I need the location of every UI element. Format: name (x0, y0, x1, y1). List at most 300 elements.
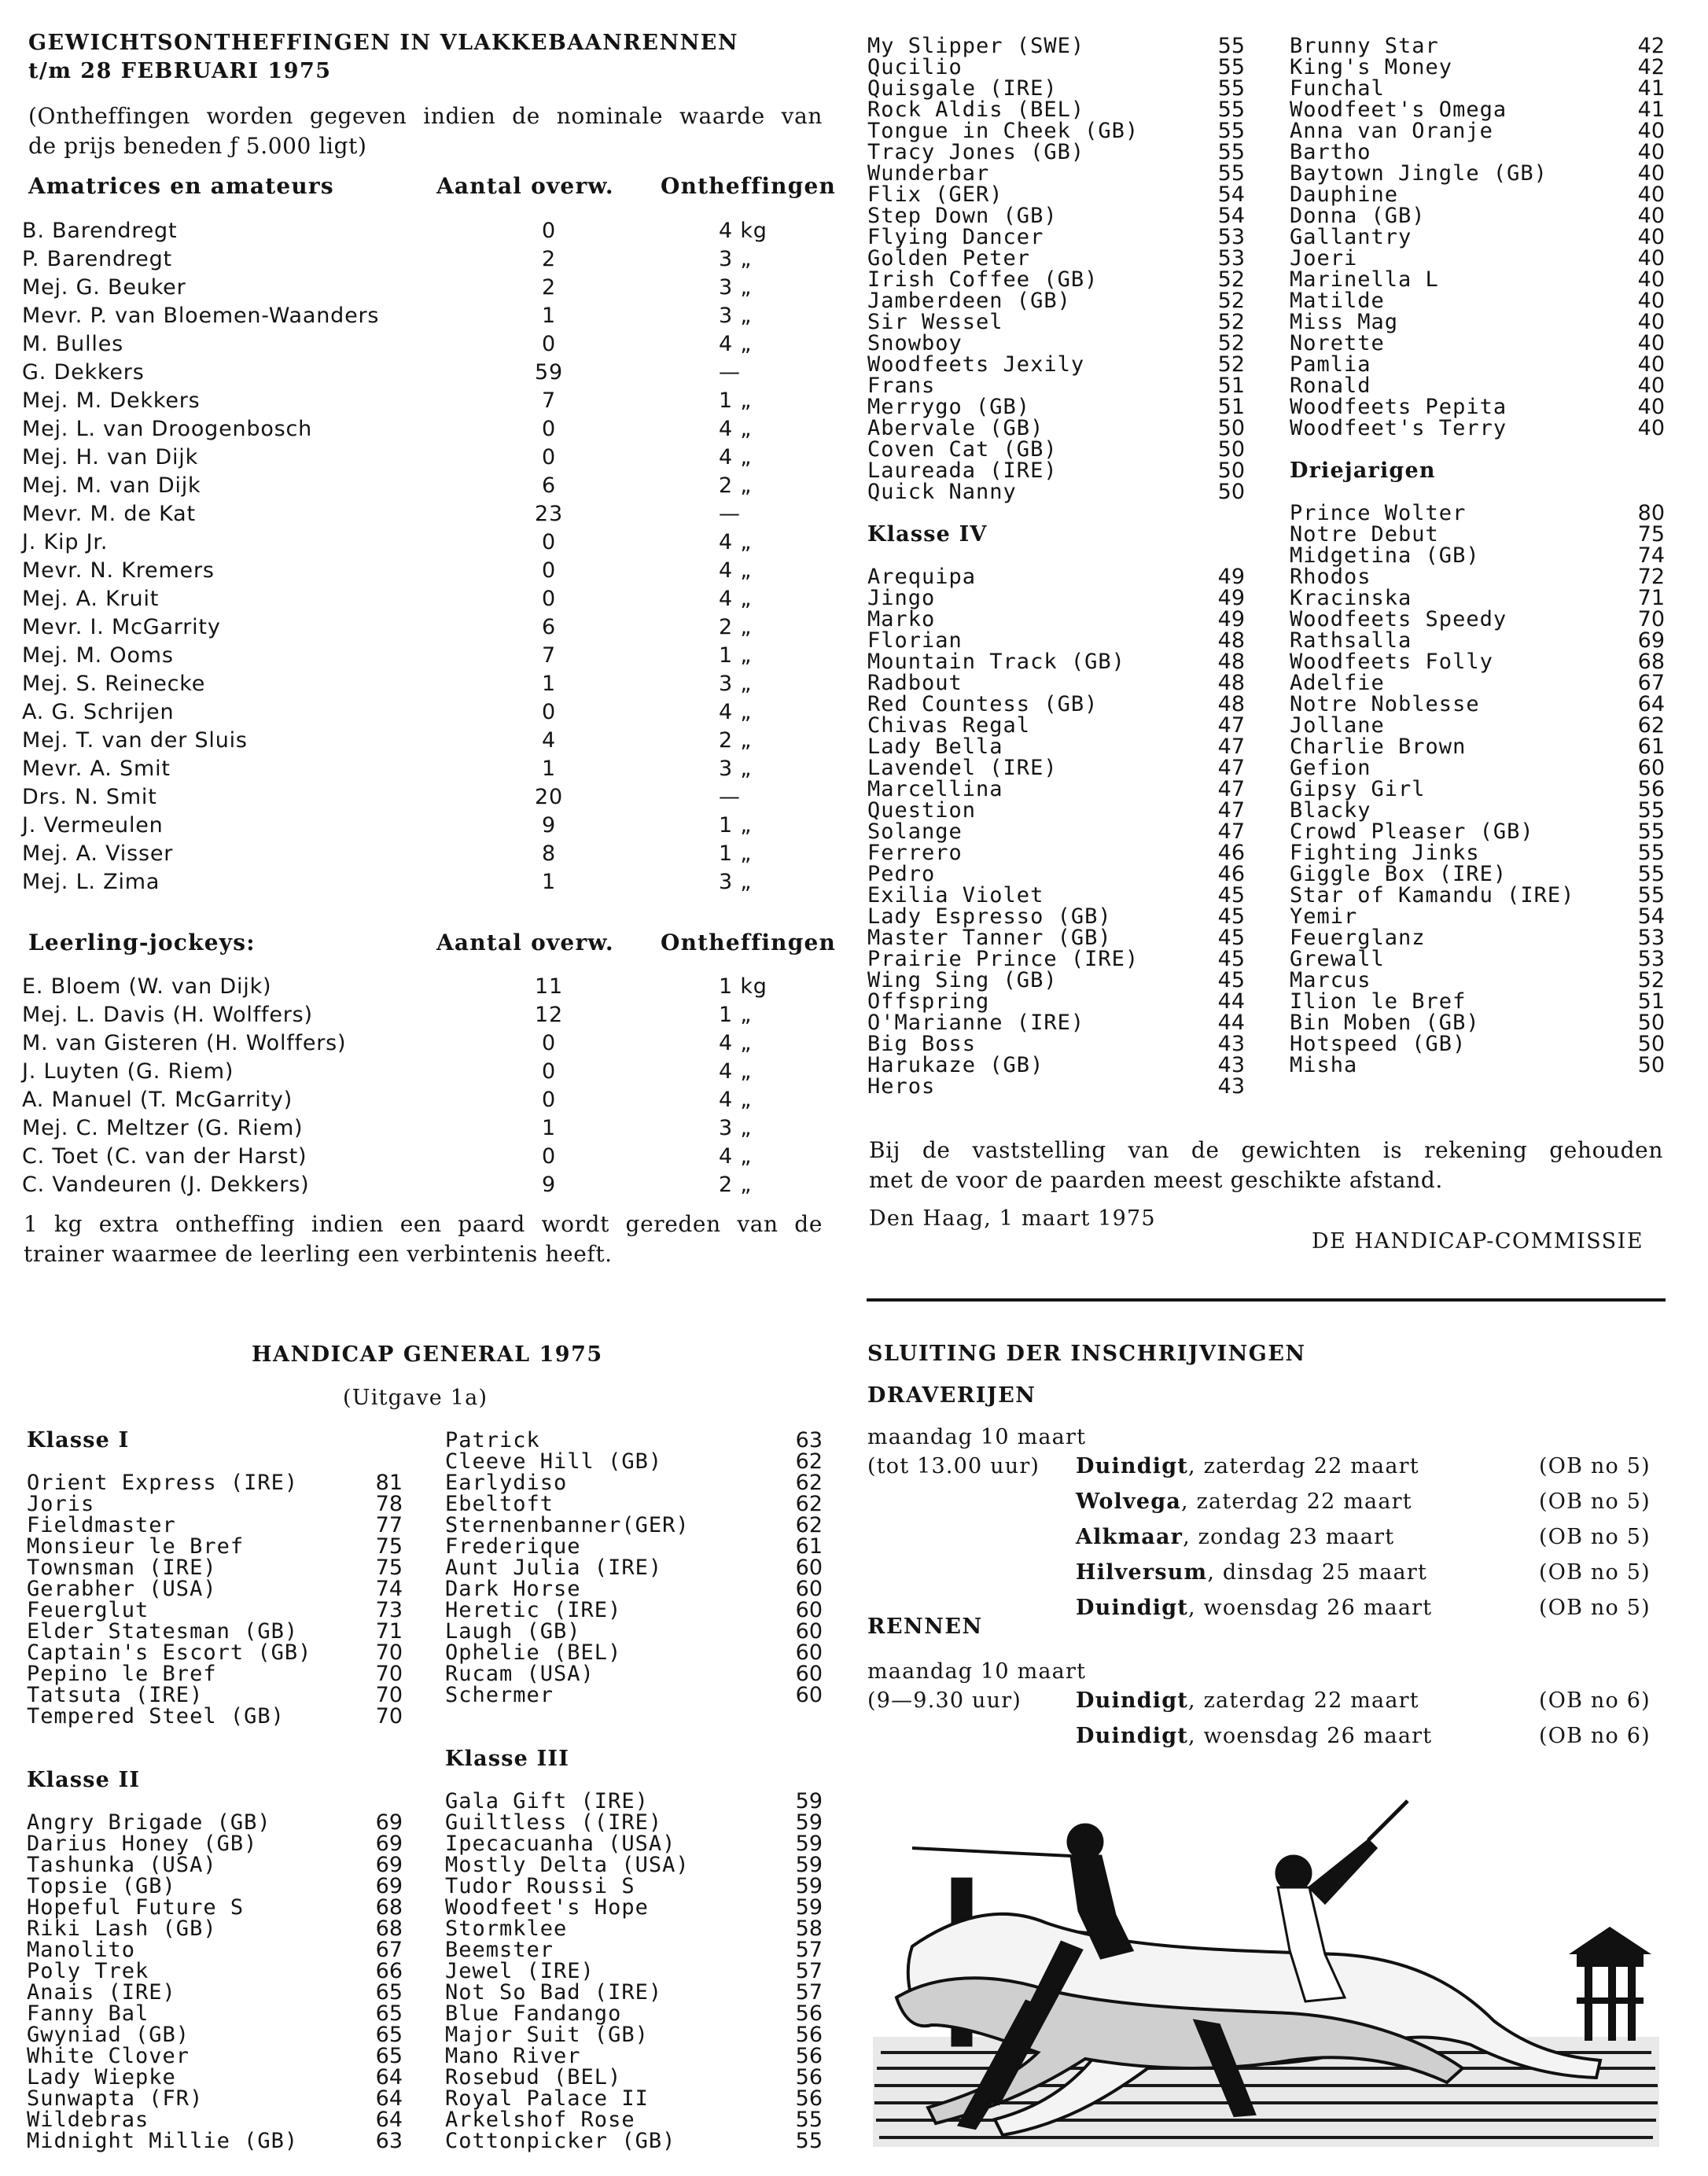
horse-row (1290, 609, 1665, 630)
horse-weight: 55 (1637, 798, 1665, 823)
horse-row (445, 1642, 823, 1663)
horse-name: Monsieur le Bref (27, 1534, 245, 1559)
amateur-name: Mej. S. Reinecke (22, 672, 206, 696)
horse-row (867, 99, 1245, 120)
amateur-row (22, 245, 832, 274)
spacer (1290, 481, 1665, 503)
draverijen-ob-ref: (OB no 5) (1539, 1489, 1651, 1514)
horse-name: Pamlia (1290, 352, 1371, 377)
horse-row (1290, 694, 1665, 715)
spacer (867, 545, 1245, 566)
horse-name: Abervale (GB) (867, 416, 1044, 440)
horse-name: Prairie Prince (IRE) (867, 947, 1139, 971)
draverijen-venue (1076, 1555, 1427, 1590)
horse-row (445, 1430, 823, 1451)
horse-name: Gefion (1290, 756, 1371, 780)
horse-row (27, 1982, 403, 2003)
horse-weight: 47 (1217, 798, 1245, 823)
apprentices-footnote (24, 1210, 823, 1269)
spacer (1290, 439, 1665, 460)
horse-weight: 51 (1217, 374, 1245, 398)
horse-weight: 55 (1217, 76, 1245, 101)
horse-row (867, 120, 1245, 142)
horse-weight: 52 (1217, 331, 1245, 355)
horse-row (1290, 35, 1665, 57)
horse-row (1290, 970, 1665, 991)
horse-row (445, 1833, 823, 1854)
horse-name: Gipsy Girl (1290, 777, 1426, 801)
amateur-row (22, 642, 832, 670)
amateur-exemption: 4 „ (719, 587, 753, 611)
amateur-exemption: 4 „ (719, 417, 753, 441)
amateur-row (22, 359, 832, 387)
amateur-count: 9 (542, 813, 556, 838)
draverijen-ob-ref: (OB no 5) (1539, 1454, 1651, 1478)
horse-row (27, 2045, 403, 2067)
horse-name: Wildebras (27, 2108, 149, 2132)
horse-name: Flying Dancer (867, 225, 1044, 249)
horse-name: Major Suit (GB) (445, 2023, 649, 2047)
horse-weight: 43 (1217, 1032, 1245, 1056)
driejarigen-label: Driejarigen (1290, 458, 1436, 483)
horse-row (1290, 757, 1665, 779)
horse-row (1290, 78, 1665, 99)
draverijen-date: maandag 10 maart (867, 1425, 1087, 1449)
handicap-column-2 (445, 1430, 823, 2152)
horse-name: Midnight Millie (GB) (27, 2129, 299, 2153)
amateur-exemption: 4 „ (719, 700, 753, 724)
horse-name: Harukaze (GB) (867, 1053, 1044, 1077)
horse-name: Joeri (1290, 246, 1358, 271)
apprentice-exemption: 1 kg (719, 974, 767, 999)
horse-weight: 57 (795, 1959, 823, 1983)
horse-name: Marinella L (1290, 267, 1439, 292)
apprentices-table (22, 973, 832, 1199)
horse-name: Adelfie (1290, 671, 1385, 695)
amateur-exemption: 1 „ (719, 841, 753, 866)
amateur-name: J. Vermeulen (22, 813, 164, 838)
spacer (445, 1727, 823, 1748)
horse-weight: 77 (375, 1513, 403, 1537)
horse-row (867, 970, 1245, 991)
amateur-name: Mevr. I. McGarrity (22, 615, 221, 639)
amateur-name: B. Barendregt (22, 219, 178, 243)
horse-name: Rathsalla (1290, 628, 1412, 653)
horse-row (1290, 715, 1665, 736)
horse-name: Heros (867, 1074, 936, 1099)
horse-row (1290, 651, 1665, 672)
amateur-count: 23 (535, 502, 563, 526)
horse-row (867, 290, 1245, 311)
horse-row (867, 1076, 1245, 1097)
amateur-name: Mej. A. Kruit (22, 587, 160, 611)
horse-weight: 52 (1217, 352, 1245, 377)
apprentice-exemption: 3 „ (719, 1116, 753, 1140)
horse-name: Star of Kamandu (IRE) (1290, 883, 1575, 908)
horse-row (27, 2130, 403, 2152)
exemptions-subtitle: t/m 28 FEBRUARI 1975 (28, 59, 332, 83)
horse-name: Wunderbar (867, 161, 990, 186)
amateur-exemption: 1 „ (719, 643, 753, 668)
horse-weight: 43 (1217, 1053, 1245, 1077)
horse-weight: 50 (1637, 1011, 1665, 1035)
spacer (27, 1727, 403, 1748)
horse-row (445, 1939, 823, 1961)
horse-weight: 55 (1217, 55, 1245, 79)
horse-row (867, 842, 1245, 863)
horse-row (27, 1578, 403, 1600)
horse-weight: 45 (1217, 904, 1245, 929)
horse-weight: 55 (795, 2129, 823, 2153)
horse-row (1290, 120, 1665, 142)
horse-weight: 40 (1637, 374, 1665, 398)
handicap-note-line-2: met de voor de paarden meest geschikte afstand. (869, 1167, 1443, 1193)
horse-row (1290, 736, 1665, 757)
apprentices-footnote-line-1: 1 kg extra ontheffing indien een paard wordt gereden van de (24, 1211, 823, 1237)
amateur-exemption: 2 „ (719, 473, 753, 498)
apprentice-exemption: 4 „ (719, 1088, 753, 1112)
rennen-ob-ref: (OB no 6) (1539, 1688, 1651, 1713)
horse-weight: 47 (1217, 777, 1245, 801)
horse-weight: 75 (1637, 522, 1665, 547)
horse-weight: 42 (1637, 34, 1665, 58)
horse-row (1290, 587, 1665, 609)
horse-weight: 63 (795, 1428, 823, 1453)
horse-row (1290, 779, 1665, 800)
horse-name: Exilia Violet (867, 883, 1044, 908)
horse-row (445, 1918, 823, 1939)
amateur-name: Mej. G. Beuker (22, 275, 186, 300)
horse-name: Arkelshof Rose (445, 2108, 635, 2132)
horse-row (867, 927, 1245, 948)
amateur-row (22, 812, 832, 840)
horse-row (445, 1578, 823, 1600)
horse-weight: 47 (1217, 756, 1245, 780)
horse-name: Wing Sing (GB) (867, 968, 1058, 992)
horse-weight: 62 (795, 1513, 823, 1537)
horse-weight: 47 (1217, 819, 1245, 844)
horse-row (445, 1982, 823, 2003)
horse-weight: 71 (1637, 586, 1665, 610)
apprentice-name: J. Luyten (G. Riem) (22, 1059, 234, 1084)
horse-row (867, 991, 1245, 1012)
apprentice-exemption: 4 „ (719, 1144, 753, 1169)
draverijen-time: (tot 13.00 uur) (867, 1454, 1040, 1478)
horse-name: Donna (GB) (1290, 204, 1426, 228)
horse-name: Qucilio (867, 55, 963, 79)
horse-row (867, 609, 1245, 630)
horse-name: Offspring (867, 989, 990, 1014)
horse-weight: 55 (795, 2108, 823, 2132)
horse-row (445, 1876, 823, 1897)
handicap-column-3 (867, 35, 1245, 1097)
horse-row (445, 2045, 823, 2067)
horse-name: Fighting Jinks (1290, 841, 1480, 865)
amateur-count: 2 (542, 247, 556, 271)
amateur-count: 20 (535, 785, 563, 809)
horse-name: Schermer (445, 1683, 554, 1707)
horse-weight: 48 (1217, 692, 1245, 716)
amateur-row (22, 387, 832, 415)
horse-weight: 46 (1217, 862, 1245, 886)
horse-row (1290, 333, 1665, 354)
horse-weight: 50 (1637, 1053, 1665, 1077)
horse-row (1290, 906, 1665, 927)
amateur-name: P. Barendregt (22, 247, 172, 271)
horse-name: Misha (1290, 1053, 1358, 1077)
horse-name: Ebeltoft (445, 1492, 554, 1516)
horse-weight: 68 (375, 1916, 403, 1941)
horse-weight: 41 (1637, 76, 1665, 101)
horse-weight: 80 (1637, 501, 1665, 525)
horse-name: Fieldmaster (27, 1513, 176, 1537)
horse-row (867, 375, 1245, 396)
amateur-exemption: — (719, 502, 741, 526)
horse-weight: 55 (1217, 98, 1245, 122)
apprentice-count: 1 (542, 1116, 556, 1140)
amateur-count: 0 (542, 219, 556, 243)
horse-row (27, 1684, 403, 1706)
horse-name: Feuerglut (27, 1598, 149, 1622)
horse-weight: 40 (1637, 204, 1665, 228)
horse-weight: 72 (1637, 565, 1665, 589)
horse-name: Blue Fandango (445, 2001, 622, 2026)
amateur-row (22, 783, 832, 812)
amateur-name: G. Dekkers (22, 360, 145, 385)
amateur-exemption: 2 „ (719, 728, 753, 753)
horse-name: Gala Gift (IRE) (445, 1789, 649, 1813)
horse-name: Rosebud (BEL) (445, 2065, 622, 2089)
horse-row (867, 333, 1245, 354)
horse-name: Master Tanner (GB) (867, 926, 1112, 950)
horse-name: Anna van Oranje (1290, 119, 1493, 143)
horse-name: Notre Noblesse (1290, 692, 1480, 716)
horse-row (1290, 821, 1665, 842)
horse-weight: 51 (1637, 989, 1665, 1014)
horse-name: Darius Honey (GB) (27, 1832, 258, 1856)
exemptions-note (28, 101, 823, 161)
horse-name: Laugh (GB) (445, 1619, 581, 1644)
horse-weight: 40 (1637, 182, 1665, 207)
amateur-count: 0 (542, 530, 556, 554)
horse-weight: 41 (1637, 98, 1665, 122)
horse-weight: 60 (795, 1598, 823, 1622)
horse-row (445, 1600, 823, 1621)
horse-weight: 52 (1217, 310, 1245, 334)
amateur-name: Mej. H. van Dijk (22, 445, 199, 469)
amateur-name: Mevr. M. de Kat (22, 502, 196, 526)
draverijen-row (867, 1555, 1669, 1590)
amateur-row (22, 528, 832, 557)
amateurs-table (22, 217, 832, 897)
horse-weight: 74 (1637, 543, 1665, 568)
horse-weight: 74 (375, 1577, 403, 1601)
horse-row (445, 1451, 823, 1472)
horse-name: Tracy Jones (GB) (867, 140, 1085, 164)
horse-row (445, 2130, 823, 2152)
horse-weight: 65 (375, 2023, 403, 2047)
horse-row (867, 311, 1245, 333)
horse-name: Quisgale (IRE) (867, 76, 1058, 101)
horse-weight: 75 (375, 1534, 403, 1559)
horse-row (1290, 991, 1665, 1012)
handicap-place-date: Den Haag, 1 maart 1975 (869, 1206, 1156, 1231)
horse-name: Marko (867, 607, 936, 631)
horse-weight: 59 (795, 1853, 823, 1877)
horse-name: Patrick (445, 1428, 540, 1453)
horse-row (27, 2024, 403, 2045)
horse-name: Orient Express (IRE) (27, 1471, 299, 1495)
apprentice-row (22, 1029, 832, 1058)
horse-row (867, 715, 1245, 736)
horse-row (867, 481, 1245, 503)
amateur-exemption: 3 „ (719, 672, 753, 696)
horse-name: Coven Cat (GB) (867, 437, 1058, 462)
horse-name: Townsman (IRE) (27, 1556, 217, 1580)
horse-row (1290, 99, 1665, 120)
horse-row (445, 1493, 823, 1515)
horse-name: Captain's Escort (GB) (27, 1640, 312, 1665)
horse-weight: 62 (795, 1449, 823, 1474)
amateur-row (22, 698, 832, 727)
horse-weight: 40 (1637, 140, 1665, 164)
horse-row (867, 587, 1245, 609)
horse-weight: 53 (1217, 246, 1245, 271)
rennen-entries (867, 1683, 1669, 1754)
horse-name: Rock Aldis (BEL) (867, 98, 1085, 122)
horse-weight: 69 (375, 1874, 403, 1898)
horse-weight: 40 (1637, 267, 1665, 292)
horse-row (1290, 248, 1665, 269)
horse-row (27, 1854, 403, 1876)
horse-name: Angry Brigade (GB) (27, 1810, 271, 1835)
horse-row (867, 226, 1245, 248)
rennen-row (867, 1683, 1669, 1718)
horse-weight: 55 (1217, 119, 1245, 143)
amateur-row (22, 727, 832, 755)
horse-weight: 45 (1217, 947, 1245, 971)
rennen-date: maandag 10 maart (867, 1659, 1087, 1684)
amateur-exemption: 3 „ (719, 247, 753, 271)
horse-row (867, 885, 1245, 906)
horse-weight: 40 (1637, 119, 1665, 143)
horse-weight: 50 (1217, 458, 1245, 483)
horse-weight: 62 (1637, 713, 1665, 738)
horse-row (27, 1961, 403, 1982)
draverijen-venue (1076, 1484, 1412, 1519)
draverijen-venue (1076, 1449, 1419, 1484)
horse-weight: 57 (795, 1980, 823, 2005)
horse-row (445, 1663, 823, 1684)
amateur-row (22, 500, 832, 528)
horse-row (445, 2067, 823, 2088)
horse-row (867, 1012, 1245, 1033)
horse-name: Beemster (445, 1938, 554, 1962)
horse-name: Joris (27, 1492, 95, 1516)
horse-name: Woodfeet's Terry (1290, 416, 1507, 440)
amateur-exemption: 4 „ (719, 445, 753, 469)
rennen-venue-name: Duindigt (1076, 1688, 1189, 1713)
amateur-count: 7 (542, 643, 556, 668)
amateur-exemption: 1 „ (719, 388, 753, 413)
horse-weight: 59 (795, 1895, 823, 1920)
amateurs-header: Amatrices en amateurs (28, 173, 334, 199)
horse-row (1290, 375, 1665, 396)
horse-row (1290, 57, 1665, 78)
horse-name: Aunt Julia (IRE) (445, 1556, 663, 1580)
draverijen-row (867, 1484, 1669, 1519)
horse-weight: 49 (1217, 586, 1245, 610)
horse-name: Hopeful Future S (27, 1895, 245, 1920)
amateur-count: 1 (542, 757, 556, 781)
horse-row (867, 184, 1245, 205)
horse-weight: 64 (375, 2065, 403, 2089)
horse-weight: 53 (1637, 926, 1665, 950)
rennen-venue-name: Duindigt (1076, 1724, 1189, 1748)
klasse-4-label: Klasse IV (867, 522, 988, 547)
horse-weight: 70 (1637, 607, 1665, 631)
spacer (27, 1451, 403, 1472)
horse-row (27, 1642, 403, 1663)
amateur-exemption: 2 „ (719, 615, 753, 639)
draverijen-ob-ref: (OB no 5) (1539, 1525, 1651, 1549)
horse-weight: 44 (1217, 989, 1245, 1014)
amateur-count: 0 (542, 558, 556, 583)
horse-weight: 69 (375, 1853, 403, 1877)
apprentice-count: 0 (542, 1144, 556, 1169)
amateur-count: 8 (542, 841, 556, 866)
horse-row (27, 1515, 403, 1536)
amateur-exemption: 4 kg (719, 219, 767, 243)
amateur-row (22, 217, 832, 245)
spacer (27, 1791, 403, 1812)
horse-weight: 60 (795, 1577, 823, 1601)
horse-name: Rhodos (1290, 565, 1371, 589)
horse-row (27, 2088, 403, 2109)
horse-row (867, 779, 1245, 800)
horse-weight: 54 (1637, 904, 1665, 929)
rennen-ob-ref: (OB no 6) (1539, 1724, 1651, 1748)
horse-name: Radbout (867, 671, 963, 695)
horse-name: Topsie (GB) (27, 1874, 176, 1898)
rennen-time: (9—9.30 uur) (867, 1688, 1022, 1713)
horse-row (27, 1536, 403, 1557)
draverijen-row (867, 1519, 1669, 1555)
draverijen-venue-name: Duindigt (1076, 1596, 1189, 1620)
apprentice-exemption: 1 „ (719, 1003, 753, 1027)
horse-name: Miss Mag (1290, 310, 1399, 334)
amateur-count: 0 (542, 445, 556, 469)
amateur-exemption: 4 „ (719, 558, 753, 583)
horse-name: Ronald (1290, 374, 1371, 398)
horse-name: Cottonpicker (GB) (445, 2129, 676, 2153)
horse-row (445, 2003, 823, 2024)
apprentice-count: 12 (535, 1003, 563, 1027)
horse-weight: 40 (1637, 331, 1665, 355)
horse-name: Tashunka (USA) (27, 1853, 217, 1877)
horse-name: Arequipa (867, 565, 977, 589)
horse-weight: 50 (1637, 1032, 1665, 1056)
amateur-name: Drs. N. Smit (22, 785, 157, 809)
horse-weight: 71 (375, 1619, 403, 1644)
horse-row (867, 78, 1245, 99)
horse-row (867, 863, 1245, 885)
horse-name: Laureada (IRE) (867, 458, 1058, 483)
horse-weight: 81 (375, 1471, 403, 1495)
horse-weight: 61 (795, 1534, 823, 1559)
amateur-name: Mej. L. Zima (22, 870, 160, 894)
horse-name: Irish Coffee (GB) (867, 267, 1099, 292)
